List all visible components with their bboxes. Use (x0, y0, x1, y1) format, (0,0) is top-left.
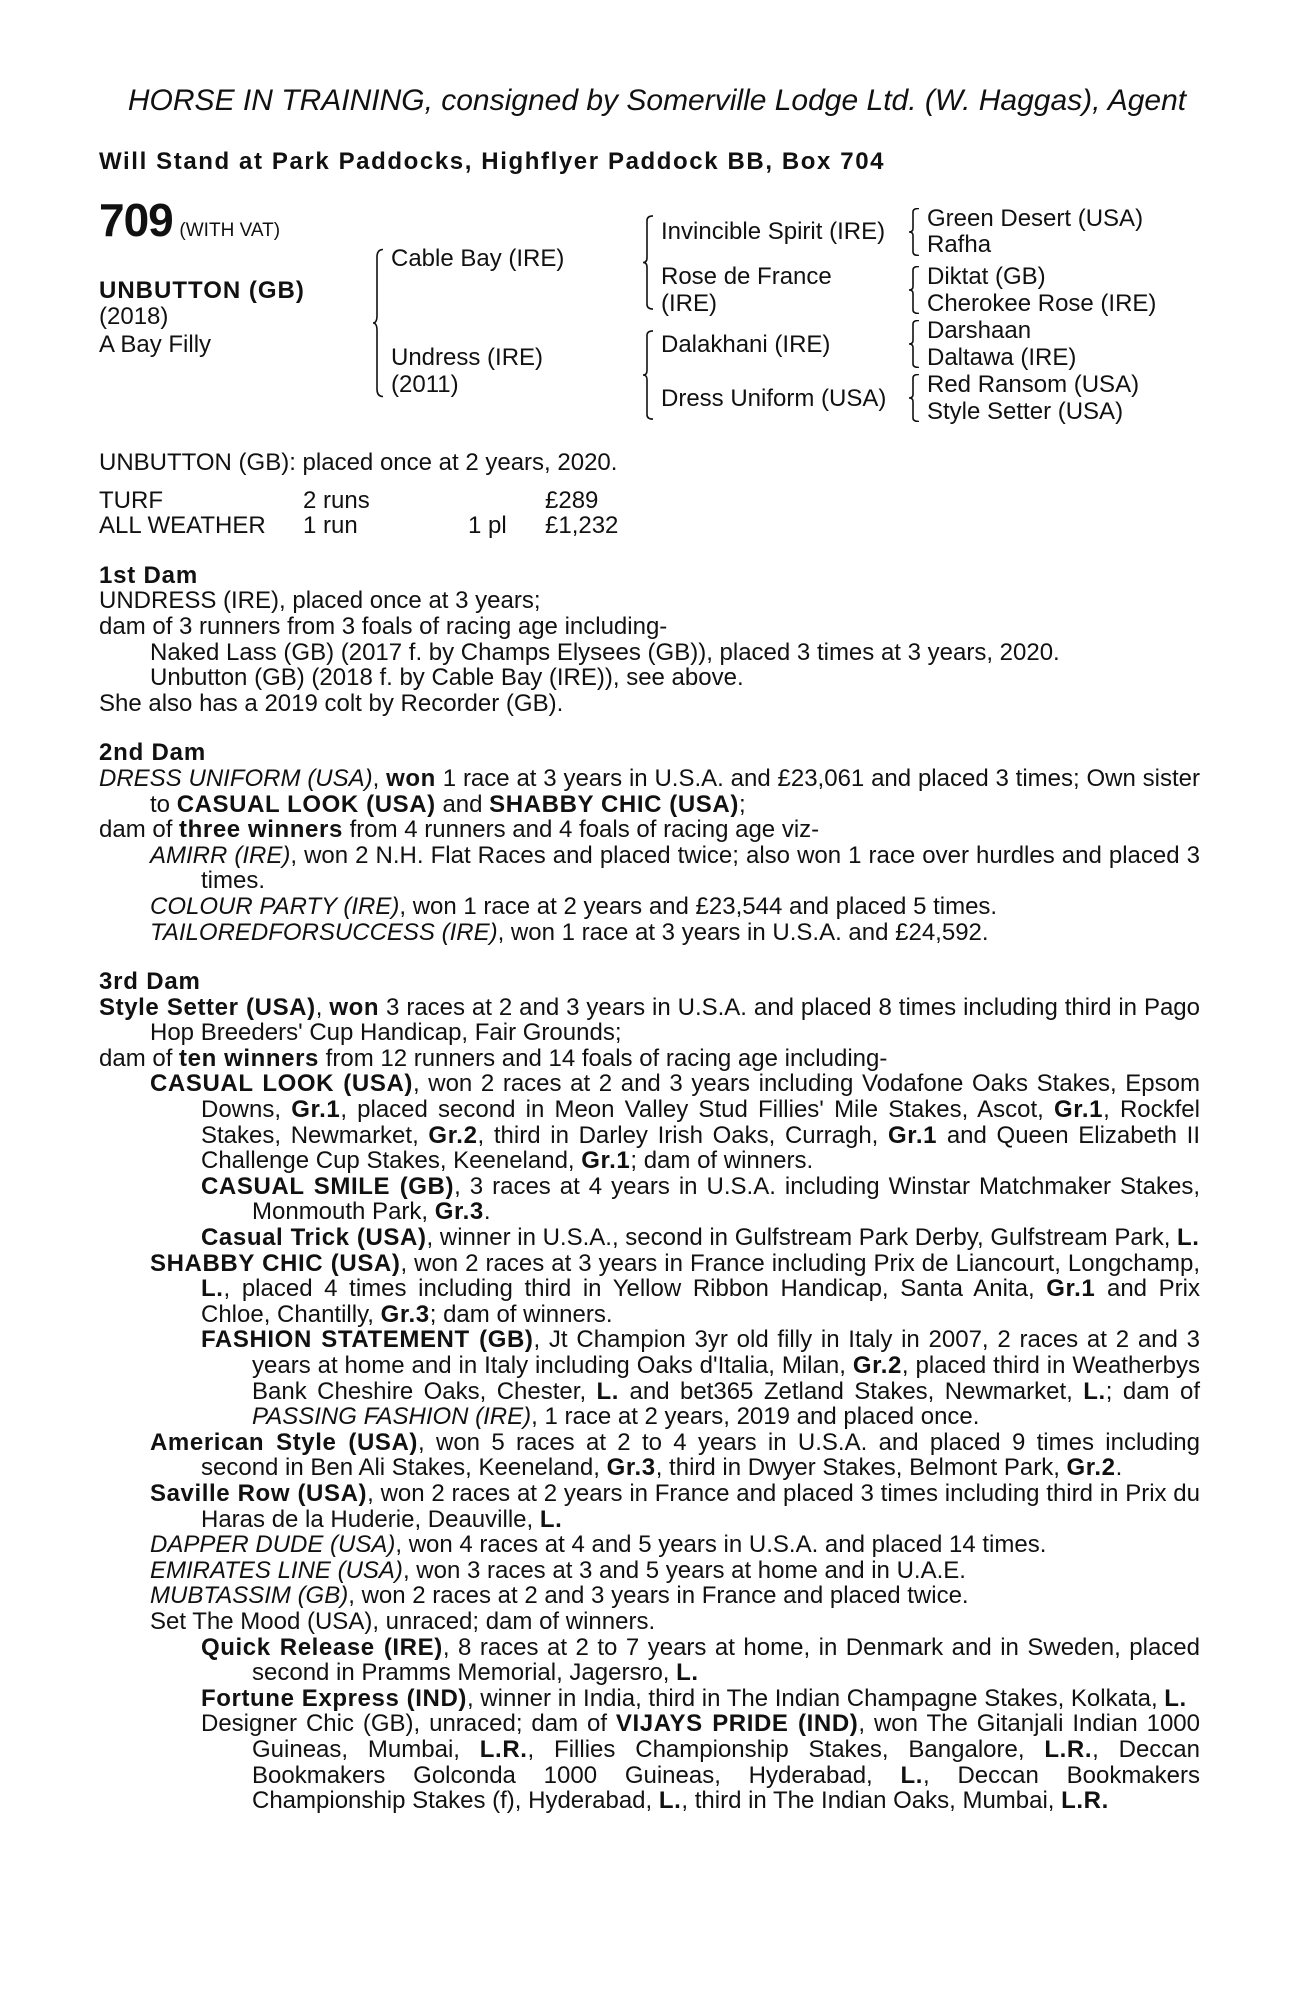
surface: TURF (99, 486, 163, 514)
foaling-year: (2018) (99, 303, 169, 330)
pedigree-entry (99, 1251, 1200, 1328)
bold-text: SHABBY CHIC (USA) (489, 790, 739, 818)
pedigree-entry (99, 894, 1200, 920)
bold-text: won (386, 764, 436, 792)
entry-text: , won 2 races at 2 years in France and placed 3 times including third in Prix du Haras de la Huderie, Deauville, (201, 1479, 1200, 1533)
entry-text: , won 1 race at 3 years in U.S.A. and £24,592. (497, 918, 989, 946)
pedigree-entry (99, 1046, 1200, 1072)
pedigree-entry (99, 665, 1200, 691)
entry-text: , Rockfel Stakes, Newmarket, (201, 1096, 1200, 1149)
pedigree-entry (99, 995, 1200, 1046)
italic-text: COLOUR PARTY (IRE) (150, 892, 400, 920)
entry-text: , won 2 races at 2 and 3 years including Vodafone Oaks Stakes, Epsom Downs, (201, 1070, 1200, 1124)
placings (468, 488, 545, 514)
sire-dam-dam: Cherokee Rose (IRE) (927, 290, 1157, 317)
horse-name: UNBUTTON (GB) (99, 277, 305, 304)
bold-text: ten winners (179, 1044, 320, 1072)
entry-text: , won The Gitanjali Indian 1000 Guineas, Mumbai, (252, 1710, 1201, 1763)
dam-section (99, 969, 1200, 1814)
bold-text: three winners (179, 816, 343, 844)
entry-text: , won 2 N.H. Flat Races and placed twice; also won 1 race over hurdles and placed 3 times. (201, 841, 1200, 895)
entry-text: , Fillies Championship Stakes, Bangalore, (527, 1735, 1045, 1763)
section-heading: 1st Dam (99, 561, 198, 589)
entry-text: , won 2 races at 3 years in France including Prix de Liancourt, Longchamp, (400, 1249, 1200, 1277)
entry-text: , winner in India, third in The Indian Champagne Stakes, Kolkata, (466, 1684, 1165, 1712)
entry-text: 1 race at 3 years in U.S.A. and £23,061 and placed 3 times; Own sister to (150, 764, 1200, 818)
sire-sire-dam: Rafha (927, 231, 992, 258)
entry-text: Set The Mood (USA), unraced; dam of winners. (150, 1607, 656, 1635)
bold-text: Gr.1 (1046, 1275, 1096, 1303)
placings: 1 pl (468, 512, 507, 540)
dam-sire: Dalakhani (IRE) (661, 331, 831, 358)
entry-text: , third in Dwyer Stakes, Belmont Park, (655, 1454, 1067, 1482)
bold-text: CASUAL LOOK (USA) (176, 790, 436, 818)
pedigree-entry (99, 1481, 1200, 1532)
bold-text: L. (201, 1275, 224, 1303)
entry-text: . (1115, 1454, 1123, 1482)
italic-text: TAILOREDFORSUCCESS (IRE) (150, 918, 498, 946)
sire-sire: Invincible Spirit (IRE) (661, 218, 886, 245)
sire-dam-country: (IRE) (661, 290, 717, 317)
pedigree-entry (99, 1711, 1200, 1813)
earnings: £289 (545, 486, 599, 514)
record-row-turf (99, 488, 618, 514)
pedigree-entry (99, 1609, 1200, 1635)
catalogue-body (99, 450, 1200, 1814)
italic-text: DRESS UNIFORM (USA) (99, 764, 373, 792)
record-row-all-weather (99, 513, 618, 539)
bold-text: Casual Trick (USA) (201, 1224, 427, 1252)
entry-text: and Prix Chloe, Chantilly, (201, 1275, 1200, 1328)
entry-text: dam of (99, 816, 180, 844)
pedigree-entry (99, 1174, 1200, 1225)
dam-dam-dam: Style Setter (USA) (927, 398, 1124, 425)
entry-text: Unbutton (GB) (2018 f. by Cable Bay (IRE)), see above. (150, 664, 744, 692)
bold-text: SHABBY CHIC (USA) (150, 1249, 401, 1277)
bold-text: L. (1164, 1684, 1187, 1712)
bold-text: L. (1083, 1377, 1106, 1405)
dam-brace (642, 330, 654, 420)
entry-text: from 12 runners and 14 foals of racing age including- (319, 1044, 888, 1072)
entry-text: She also has a 2019 colt by Recorder (GB). (99, 689, 564, 717)
italic-text: PASSING FASHION (IRE) (252, 1403, 532, 1431)
sire-brace (642, 215, 654, 310)
entry-text: , placed 4 times including third in Yellow Ribbon Handicap, Santa Anita, (223, 1275, 1047, 1303)
entry-text: and Queen Elizabeth II Challenge Cup Stakes, Keeneland, (201, 1121, 1200, 1175)
bold-text: L. (900, 1761, 924, 1789)
entry-text: ; (738, 790, 746, 818)
bold-text: Gr.2 (428, 1121, 478, 1149)
pedigree-entry (99, 1635, 1200, 1686)
bold-text: Gr.3 (606, 1454, 656, 1482)
pedigree-entry (99, 843, 1200, 894)
bold-text: CASUAL SMILE (GB) (201, 1172, 455, 1200)
bold-text: Style Setter (USA) (99, 993, 316, 1021)
section-heading: 2nd Dam (99, 739, 206, 767)
dam-section (99, 740, 1200, 945)
entry-text: dam of (99, 1044, 180, 1072)
pedigree-entry (99, 766, 1200, 817)
dam: Undress (IRE) (391, 344, 544, 371)
bold-text: Gr.1 (291, 1096, 341, 1124)
race-record-table (99, 488, 618, 539)
entry-text: ; dam of winners. (429, 1300, 613, 1328)
pedigree-entry (99, 1327, 1200, 1429)
lot-number-line (99, 194, 281, 246)
bold-text: Gr.1 (888, 1121, 938, 1149)
entry-text: , won 1 race at 2 years and £23,544 and placed 5 times. (399, 892, 998, 920)
entry-text: and (435, 790, 490, 818)
entry-text: , placed third in Weatherbys Bank Cheshire Oaks, Chester, (252, 1352, 1201, 1405)
entry-text: , 3 races at 4 years in U.S.A. including Winstar Matchmaker Stakes, Monmouth Park, (252, 1172, 1201, 1226)
lot-number: 709 (99, 194, 173, 246)
ds-brace (908, 320, 920, 368)
dam-year: (2011) (391, 371, 459, 398)
bold-text: VIJAYS PRIDE (IND) (615, 1710, 859, 1738)
bold-text: American Style (USA) (150, 1428, 419, 1456)
dam-dam-sire: Red Ransom (USA) (927, 371, 1140, 398)
sire-dam: Rose de France (661, 263, 832, 290)
dam-sire-dam: Daltawa (IRE) (927, 344, 1077, 371)
bold-text: L. (539, 1505, 563, 1533)
runs: 1 run (303, 512, 358, 540)
horse-description: A Bay Filly (99, 331, 212, 358)
pedigree-entry (99, 691, 1200, 717)
pedigree-entry (99, 817, 1200, 843)
section-heading: 3rd Dam (99, 968, 201, 996)
sd-brace (908, 266, 920, 314)
entry-text: , winner in U.S.A., second in Gulfstream Park Derby, Gulfstream Park, (426, 1224, 1178, 1252)
pedigree-entry (99, 614, 1200, 640)
pedigree-entry (99, 1686, 1200, 1712)
pedigree-entry (99, 588, 1200, 614)
bold-text: L.R. (479, 1735, 528, 1763)
entry-text: , 1 race at 2 years, 2019 and placed once. (531, 1403, 980, 1431)
bold-text: L. (1177, 1224, 1200, 1252)
entry-text: . (483, 1198, 491, 1226)
entry-text: , third in Darley Irish Oaks, Curragh, (477, 1121, 889, 1149)
dam-section (99, 563, 1200, 717)
bold-text: Quick Release (IRE) (201, 1633, 443, 1661)
entry-text: , Deccan Bookmakers Golconda 1000 Guineas, Hyderabad, (252, 1735, 1200, 1789)
entry-text: , third in The Indian Oaks, Mumbai, (681, 1787, 1062, 1815)
bold-text: L.R. (1044, 1735, 1093, 1763)
bold-text: L.R. (1061, 1787, 1109, 1815)
italic-text: AMIRR (IRE) (150, 841, 291, 869)
dam-sire-sire: Darshaan (927, 317, 1032, 344)
bold-text: Gr.1 (581, 1147, 631, 1175)
sire-sire-sire: Green Desert (USA) (927, 205, 1144, 232)
entry-text: dam of 3 runners from 3 foals of racing age including- (99, 612, 668, 640)
bold-text: Gr.2 (1066, 1454, 1116, 1482)
bold-text: L. (658, 1787, 682, 1815)
bold-text: FASHION STATEMENT (GB) (201, 1326, 534, 1354)
pedigree-entry (99, 1225, 1200, 1251)
entry-text: , Deccan Bookmakers Championship Stakes (f), Hyderabad, (252, 1761, 1200, 1815)
surface: ALL WEATHER (99, 512, 266, 540)
pedigree-entry (99, 1430, 1200, 1481)
entry-text: from 4 runners and 4 foals of racing age viz- (342, 816, 820, 844)
entry-text: Designer Chic (GB), unraced; dam of (201, 1710, 616, 1738)
pedigree-entry (99, 1583, 1200, 1609)
entry-text: 3 races at 2 and 3 years in U.S.A. and placed 8 times including third in Pago Hop Breeders' Cup Handicap, Fair Grounds; (150, 993, 1201, 1047)
bold-text: Gr.3 (380, 1300, 430, 1328)
bold-text: CASUAL LOOK (USA) (150, 1070, 413, 1098)
pedigree-entry (99, 1071, 1200, 1173)
entry-text: , (372, 764, 387, 792)
pedigree-entry (99, 1558, 1200, 1584)
ss-brace (908, 208, 920, 256)
entry-text: ; dam of winners. (630, 1147, 814, 1175)
sire: Cable Bay (IRE) (391, 245, 565, 272)
race-summary: UNBUTTON (GB): placed once at 2 years, 2020. (99, 449, 618, 476)
pedigree-brace (372, 248, 384, 398)
entry-text: , (315, 993, 330, 1021)
dam-dam: Dress Uniform (USA) (661, 385, 887, 412)
bold-text: L. (676, 1659, 699, 1687)
sire-dam-sire: Diktat (GB) (927, 263, 1046, 290)
bold-text: L. (596, 1377, 620, 1405)
entry-text: , won 4 races at 4 and 5 years in U.S.A. and placed 14 times. (395, 1531, 1047, 1559)
entry-text: , placed second in Meon Valley Stud Fillies' Mile Stakes, Ascot, (340, 1096, 1054, 1124)
dd-brace (908, 374, 920, 422)
entry-text: , Jt Champion 3yr old filly in Italy in 2007, 2 races at 2 and 3 years at home and in Italy including Oaks d'Italia, Milan, (252, 1326, 1200, 1379)
pedigree-entry (99, 1532, 1200, 1558)
stand-location: Will Stand at Park Paddocks, Highflyer Paddock BB, Box 704 (99, 148, 886, 175)
italic-text: DAPPER DUDE (USA) (150, 1531, 396, 1559)
entry-text: , 8 races at 2 to 7 years at home, in Denmark and in Sweden, placed second in Pramms Memorial, Jagersro, (252, 1633, 1200, 1687)
bold-text: Fortune Express (IND) (201, 1684, 467, 1712)
pedigree-entry (99, 640, 1200, 666)
runs: 2 runs (303, 486, 370, 514)
bold-text: Saville Row (USA) (150, 1479, 368, 1507)
entry-text: Naked Lass (GB) (2017 f. by Champs Elysees (GB)), placed 3 times at 3 years, 2020. (150, 638, 1060, 666)
entry-text: UNDRESS (IRE), placed once at 3 years; (99, 587, 541, 615)
earnings: £1,232 (545, 512, 619, 540)
entry-text: ; dam of (1105, 1377, 1200, 1405)
entry-text: , won 3 races at 3 and 5 years at home and in U.A.E. (402, 1556, 966, 1584)
bold-text: Gr.3 (434, 1198, 484, 1226)
entry-text: and bet365 Zetland Stakes, Newmarket, (619, 1377, 1084, 1405)
bold-text: Gr.1 (1054, 1096, 1104, 1124)
entry-text: , won 2 races at 2 and 3 years in France and placed twice. (348, 1582, 969, 1610)
italic-text: EMIRATES LINE (USA) (150, 1556, 403, 1584)
bold-text: won (329, 993, 380, 1021)
entry-text: , won 5 races at 2 to 4 years in U.S.A. and placed 9 times including second in Ben Ali Stakes, Keeneland, (201, 1428, 1200, 1482)
vat-note: (WITH VAT) (179, 220, 281, 241)
catalogue-title: HORSE IN TRAINING, consigned by Somerville Lodge Ltd. (W. Haggas), Agent (127, 84, 1187, 117)
italic-text: MUBTASSIM (GB) (150, 1582, 349, 1610)
bold-text: Gr.2 (852, 1352, 902, 1379)
dam-sections (99, 563, 1200, 1814)
pedigree-entry (99, 920, 1200, 946)
